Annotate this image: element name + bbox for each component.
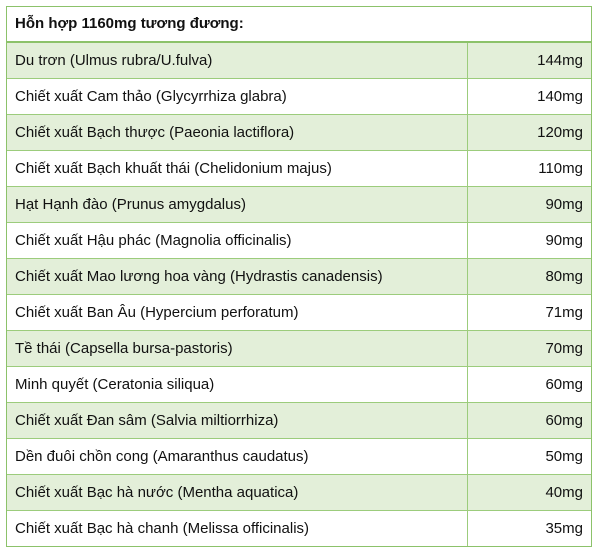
ingredient-amount: 60mg — [545, 376, 583, 393]
ingredient-table — [6, 6, 592, 547]
ingredient-name: Chiết xuất Mao lương hoa vàng (Hydrastis canadensis) — [7, 259, 468, 294]
ingredient-amount: 144mg — [537, 52, 583, 69]
ingredient-name: Chiết xuất Cam thảo (Glycyrrhiza glabra) — [7, 79, 468, 114]
table-row — [7, 186, 591, 222]
ingredient-amount: 70mg — [545, 340, 583, 357]
ingredient-amount: 60mg — [545, 412, 583, 429]
ingredient-name: Chiết xuất Bạch khuất thái (Chelidonium majus) — [7, 151, 468, 186]
ingredient-amount: 40mg — [545, 484, 583, 501]
table-row — [7, 294, 591, 330]
table-row — [7, 402, 591, 438]
table-row — [7, 78, 591, 114]
table-row — [7, 114, 591, 150]
ingredient-amount: 90mg — [545, 196, 583, 213]
ingredient-amount: 35mg — [545, 520, 583, 537]
table-row — [7, 438, 591, 474]
ingredient-name: Chiết xuất Bạc hà chanh (Melissa officinalis) — [7, 511, 468, 546]
ingredient-name: Tề thái (Capsella bursa-pastoris) — [7, 331, 468, 366]
ingredient-amount: 120mg — [537, 124, 583, 141]
ingredient-name: Chiết xuất Hậu phác (Magnolia officinalis) — [7, 223, 468, 258]
table-title: Hỗn hợp 1160mg tương đương: — [7, 7, 591, 43]
table-row — [7, 43, 591, 78]
ingredient-amount: 80mg — [545, 268, 583, 285]
ingredient-amount: 71mg — [545, 304, 583, 321]
table-row — [7, 474, 591, 510]
ingredient-name: Chiết xuất Đan sâm (Salvia miltiorrhiza) — [7, 403, 468, 438]
table-row — [7, 510, 591, 546]
table-body — [7, 43, 591, 546]
ingredient-name: Dền đuôi chồn cong (Amaranthus caudatus) — [7, 439, 468, 474]
ingredient-name: Minh quyết (Ceratonia siliqua) — [7, 367, 468, 402]
table-row — [7, 366, 591, 402]
table-row — [7, 330, 591, 366]
ingredient-name: Chiết xuất Bạc hà nước (Mentha aquatica) — [7, 475, 468, 510]
table-row — [7, 258, 591, 294]
table-row — [7, 222, 591, 258]
table-row — [7, 150, 591, 186]
ingredient-name: Hạt Hạnh đào (Prunus amygdalus) — [7, 187, 468, 222]
ingredient-amount: 90mg — [545, 232, 583, 249]
ingredient-name: Du trơn (Ulmus rubra/U.fulva) — [7, 43, 468, 78]
ingredient-amount: 50mg — [545, 448, 583, 465]
ingredient-amount: 110mg — [538, 160, 583, 177]
ingredient-name: Chiết xuất Bạch thược (Paeonia lactiflora) — [7, 115, 468, 150]
ingredient-amount: 140mg — [537, 88, 583, 105]
ingredient-name: Chiết xuất Ban Âu (Hypercium perforatum) — [7, 295, 468, 330]
